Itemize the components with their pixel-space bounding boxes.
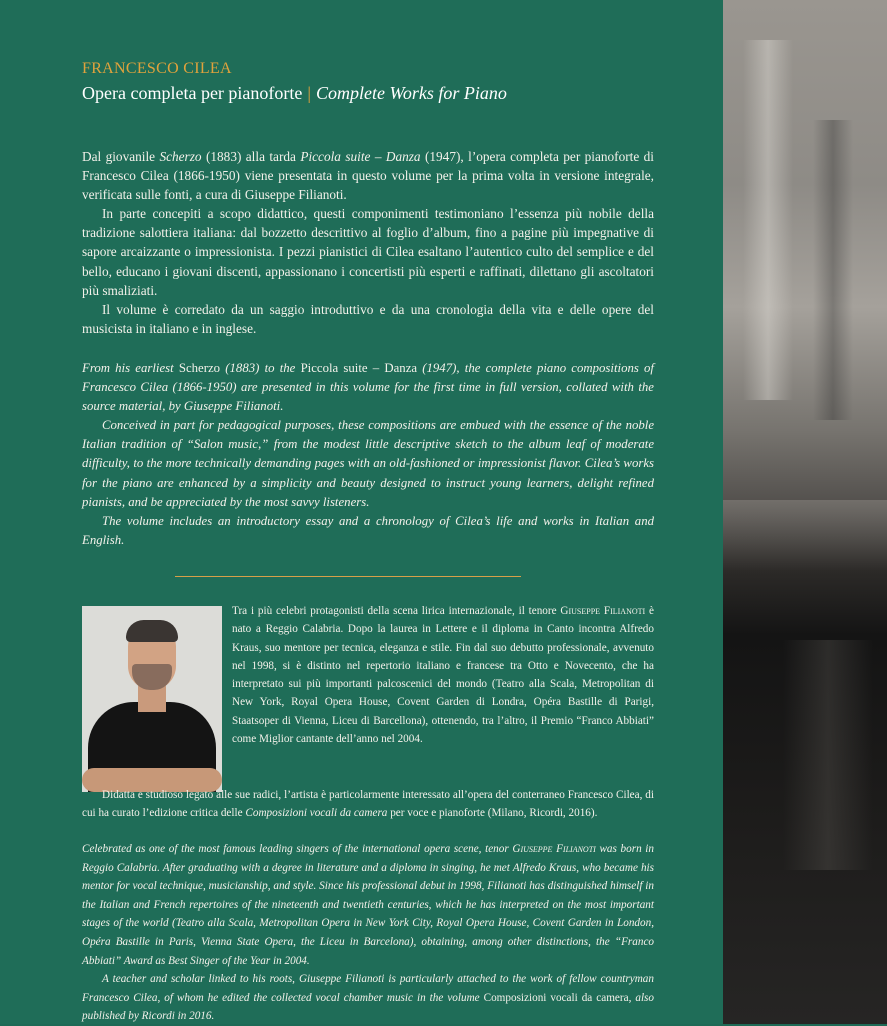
paragraph: Il volume è corredato da un saggio introduttivo e da una cronologia della vita e delle opere del musicista in italiano e in inglese.: [82, 301, 654, 336]
divider: [175, 576, 521, 577]
title-english: Complete Works for Piano: [316, 83, 507, 103]
book-title: [82, 81, 507, 105]
paragraph: [82, 786, 654, 823]
paragraph: [232, 602, 654, 748]
work-title: Piccola suite – Danza: [300, 149, 421, 164]
text: was born in Reggio Calabria. After graduating with a degree in literature and a diploma in singing, he met Alfredo Kraus, who became his mentor for vocal technique, musicianship, and style. Since his professional debut in 1998, Filianoti has distinguished himself in the Italian and French repertoires of the nineteenth and twentieth centuries, which he has interpreted on the most important stages of the world (Teatro alla Scala, Metropolitan Opera in New York City, Royal Opera House, Covent Garden in London, Opéra Bastille in Paris, Vienna State Opera, the Liceu in Barcelona), obtaining, among other distinctions, the “Franco Abbiati” Award as Best Singer of the Year in 2004.: [82, 843, 655, 967]
text: Dal giovanile: [82, 149, 160, 164]
painting-image: [723, 0, 887, 1024]
text: Didatta e studioso legato alle sue radici, l’artista è particolarmente interessato all’opera del conterraneo Francesco Cilea, di cui ha curato l’edizione critica delle: [82, 789, 654, 820]
biography-italian-continued: [82, 786, 654, 823]
paint-stroke: [723, 500, 887, 570]
author-name: FRANCESCO CILEA: [82, 60, 232, 77]
photo-hair: [126, 620, 178, 642]
paragraph: [82, 840, 654, 970]
text: From his earliest: [82, 361, 179, 375]
paint-stroke: [813, 120, 853, 420]
text: , also published by Ricordi in 2016.: [82, 991, 654, 1023]
text: è nato a Reggio Calabria. Dopo la laurea in Lettere e il diploma in Canto incontra Alfredo Kraus, suo mentore per tecnica, eleganza e stile. Fin dal suo debutto professionale, avvenuto nel 1998, si è distinto nel repertorio italiano e francese tra Otto e Novecento, che ha interpretato sui più importanti palcoscenici del mondo (Teatro alla Scala, Metropolitan di New York, Royal Opera House, Covent Garden di Londra, Opéra Bastille di Parigi, Staatsoper di Vienna, Liceu di Barcellona), ottenendo, tra l’altro, il Premio “Franco Abbiati” come Miglior cantante dell’anno nel 2004.: [232, 605, 654, 746]
paragraph: In parte concepiti a scopo didattico, questi componimenti testimoniano l’essenza più nobile della tradizione salottiera italiana: dal bozzetto descrittivo al foglio d’album, fino a pagine più impegnative di sapore arcaizzante o impressionista. I pezzi pianistici di Cilea esaltano l’autentico culto del semplice e del bello, educano i giovani discenti, appassionano i concertisti più esperti e raffinati, dilettano gli ascoltatori più smaliziati.: [82, 206, 654, 298]
work-title: Composizioni vocali da camera: [245, 807, 388, 820]
photo-beard: [132, 664, 172, 690]
biography-italian: [232, 602, 654, 748]
paragraph: [82, 970, 654, 1026]
header: [82, 58, 507, 105]
paragraph: [82, 359, 654, 416]
text: (1947), the complete piano compositions of Francesco Cilea (1866-1950) are presented in this volume for the first time in full version, collated with the source material, by Giuseppe Filianoti.: [82, 361, 654, 414]
artist-name: Giuseppe Filianoti: [560, 605, 646, 617]
description-italian: [82, 147, 654, 338]
portrait-photo: [82, 606, 222, 792]
work-title: Composizioni vocali da camera: [483, 991, 629, 1004]
text: Tra i più celebri protagonisti della scena lirica internazionale, il tenore: [232, 605, 561, 617]
paragraph: [82, 147, 654, 204]
text: A teacher and scholar linked to his roots, Giuseppe Filianoti is particularly attached to the work of fellow countryman Francesco Cilea, of whom he edited the collected vocal chamber music in the volume: [82, 973, 654, 1004]
text: Celebrated as one of the most famous leading singers of the international opera scene, tenor: [82, 843, 513, 855]
work-title: Scherzo: [178, 361, 221, 375]
artist-name: Giuseppe Filianoti: [512, 843, 596, 855]
paragraph: The volume includes an introductory essay and a chronology of Cilea’s life and works in Italian and English.: [82, 513, 654, 547]
work-title: Scherzo: [159, 149, 202, 164]
paragraph: Conceived in part for pedagogical purposes, these compositions are embued with the essence of the noble Italian tradition of “Salon music,” from the modest little descriptive sketch to the album leaf of moderate difficulty, to the more technically demanding pages with an old-fashioned or impressionist flavor. Cilea’s works for the piano are enhanced by a simplicity and beauty designed to instruct young learners, delight refined pianists, and be appreciated by the most savvy listeners.: [82, 418, 654, 509]
text: (1883) to the: [220, 361, 301, 375]
paint-stroke: [743, 40, 793, 400]
title-separator: |: [307, 83, 312, 103]
paint-stroke: [783, 640, 873, 870]
text: (1947), l’opera completa per pianoforte di Francesco Cilea (1866-1950) viene presentata in questo volume per la prima volta in versione integrale, verificata sulle fonti, a cura di Giuseppe Filianoti.: [82, 149, 655, 203]
title-italian: Opera completa per pianoforte: [82, 83, 303, 103]
work-title: Piccola suite – Danza: [300, 361, 418, 375]
description-english: [82, 359, 654, 550]
biography-english: [82, 840, 654, 1026]
text: (1883) alla tarda: [201, 149, 301, 164]
text: per voce e pianoforte (Milano, Ricordi, 2016).: [387, 807, 598, 820]
